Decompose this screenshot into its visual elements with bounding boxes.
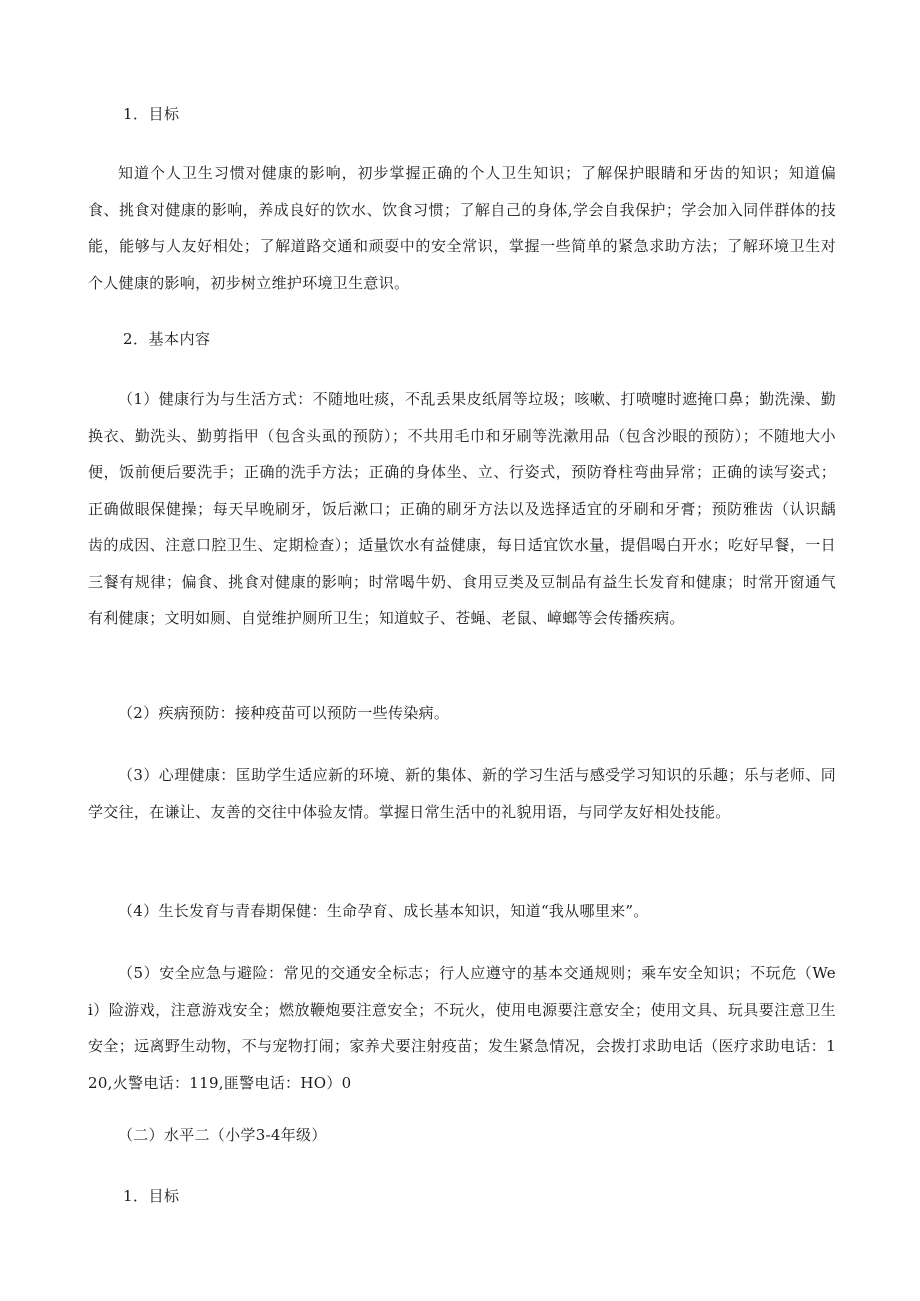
- paragraph-mental-health: （3）心理健康：匡助学生适应新的环境、新的集体、新的学习生活与感受学习知识的乐趣；乐与老师、同学交往，在谦让、友善的交往中体验友情。掌握日常生活中的礼貌用语，与同学友好相处技能。: [88, 766, 836, 821]
- paragraph-goals: 知道个人卫生习惯对健康的影响，初步掌握正确的个人卫生知识；了解保护眼睛和牙齿的知识；知道偏食、挑食对健康的影响，养成良好的饮水、饮食习惯；了解自己的身体,学会自我保护；学会加入同伴群体的技能，能够与人友好相处；了解道路交通和顽耍中的安全常识，掌握一些简单的紧急求助方法；了解环境卫生对个人健康的影响，初步树立维护环境卫生意识。: [88, 164, 836, 292]
- section-heading-level-two: （二）水平二（小学3-4年级）: [118, 1126, 327, 1144]
- section-heading-goals-2: 1．目标: [123, 1187, 180, 1205]
- section-heading-goals: 1．目标: [123, 105, 180, 123]
- paragraph-growth-development: （4）生长发育与青春期保健：生命孕育、成长基本知识，知道“我从哪里来”。: [118, 902, 649, 920]
- section-heading-basic-content: 2．基本内容: [123, 330, 211, 348]
- paragraph-safety: （5）安全应急与避险：常见的交通安全标志；行人应遵守的基本交通规则；乘车安全知识；不玩危（Wei）险游戏，注意游戏安全；燃放鞭炮要注意安全；不玩火，使用电源要注意安全；使用文具、玩具要注意卫生安全；远离野生动物，不与宠物打闹；家养犬要注射疫苗；发生紧急情况，会拨打求助电话（医疗求助电话：120,火警电话：119,匪警电话：HO）0: [88, 964, 836, 1092]
- paragraph-health-behavior: （1）健康行为与生活方式：不随地吐痰，不乱丢果皮纸屑等垃圾；咳嗽、打喷嚏时遮掩口鼻；勤洗澡、勤换衣、勤洗头、勤剪指甲（包含头虱的预防）；不共用毛巾和牙刷等洗漱用品（包含沙眼的预防）；不随地大小便，饭前便后要洗手；正确的洗手方法；正确的身体坐、立、行姿式，预防脊柱弯曲异常；正确的读写姿式；正确做眼保健操；每天早晚刷牙，饭后漱口；正确的刷牙方法以及选择适宜的牙刷和牙膏；预防雅齿（认识龋齿的成因、注意口腔卫生、定期检查）；适量饮水有益健康，每日适宜饮水量，提倡喝白开水；吃好早餐，一日三餐有规律；偏食、挑食对健康的影响；时常喝牛奶、食用豆类及豆制品有益生长发育和健康；时常开窗通气有利健康；文明如厕、自觉维护厕所卫生；知道蚊子、苍蝇、老鼠、嶂螂等会传播疾病。: [88, 390, 836, 627]
- paragraph-disease-prevention: （2）疾病预防：接种疫苗可以预防一些传染病。: [118, 704, 450, 722]
